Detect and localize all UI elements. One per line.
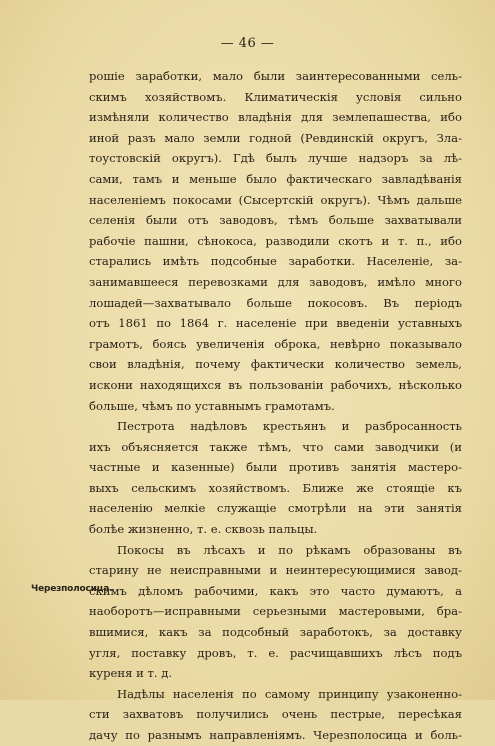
text-line: населеніемъ покосами (Сысертскій округъ). Чѣмъ дальше (89, 192, 462, 207)
text-line: ихъ объясняется также тѣмъ, что сами заводчики (и (89, 439, 462, 454)
text-line: Пестрота надѣловъ крестьянъ и разбросанность (117, 419, 462, 434)
text-line: лошадей—захватывало больше покосовъ. Въ періодъ (89, 295, 462, 310)
body-text (89, 66, 462, 746)
text-line: старались имѣть подсобные заработки. Населеніе, за- (89, 254, 462, 269)
text-line: занимавшееся перевозками для заводовъ, имѣло много (89, 274, 462, 289)
text-line: скимъ хозяйствомъ. Климатическія условія сильно (89, 89, 462, 104)
text-line: отъ 1861 по 1864 г. населеніе при введеніи уставныхъ (89, 316, 462, 331)
text-line: куреня и т. д. (89, 666, 173, 681)
text-line: частные и казенные) были противъ занятія мастеро- (89, 460, 462, 475)
page-number: — 46 — (220, 36, 275, 51)
text-line: выхъ сельскимъ хозяйствомъ. Ближе же стоящіе къ (89, 480, 462, 495)
text-line: рошіе заработки, мало были заинтересованными сель- (89, 69, 462, 83)
text-line: сами, тамъ и меньше было фактическаго завладѣванія (89, 171, 462, 186)
text-line: наоборотъ—исправными серьезными мастеровыми, бра- (89, 604, 462, 619)
text-line: населенію мелкіе служащіе смотрѣли на эти занятія (89, 501, 462, 516)
text-line: селенія были отъ заводовъ, тѣмъ больше захватывали (89, 213, 462, 228)
text-line: больше, чѣмъ по уставнымъ грамотамъ. (89, 398, 335, 413)
text-line: скимъ дѣломъ рабочими, какъ это часто думаютъ, а (89, 583, 462, 598)
text-line: грамотъ, боясь увеличенія оброка, невѣрно показывало (89, 336, 462, 351)
text-line: болѣе жизненно, т. е. сквозь пальцы. (89, 522, 318, 537)
text-line: угля, поставку дровъ, т. е. расчищавшихъ лѣсъ подъ (89, 645, 462, 660)
margin-note: Черезполосица. (31, 584, 113, 594)
text-line: старину не неисправными и неинтересующимися завод- (89, 563, 462, 578)
text-line: искони находящихся въ пользованіи рабочихъ, нѣсколько (89, 377, 462, 392)
text-line: свои владѣнія, почему фактически количество земель, (89, 357, 462, 372)
text-line: тоустовскій округъ). Гдѣ былъ лучше надзоръ за лѣ- (89, 151, 462, 166)
text-line: Надѣлы населенія по самому принципу узаконенно- (117, 686, 462, 701)
text-line: дачу по разнымъ направленіямъ. Черезполосица и боль- (89, 728, 462, 742)
text-line: иной разъ мало земли годной (Ревдинскій округъ, Зла- (89, 130, 462, 145)
text-line: сти захватовъ получились очень пестрые, пересѣкая (89, 707, 462, 722)
text-line: измѣняли количество владѣнія для землепашества, ибо (89, 110, 462, 125)
text-line: Покосы въ лѣсахъ и по рѣкамъ образованы въ (117, 542, 462, 557)
text-line: рабочіе пашни, сѣнокоса, разводили скотъ и т. п., ибо (89, 233, 462, 248)
text-line: вшимися, какъ за подсобный заработокъ, за доставку (89, 625, 462, 640)
